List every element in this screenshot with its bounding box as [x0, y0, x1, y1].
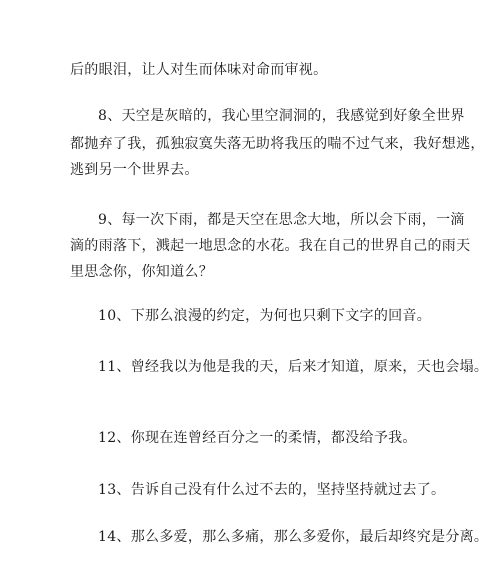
paragraph-7-line-1: 后的眼泪，让人对生而体味对命而审视。 [70, 62, 328, 78]
paragraph-8-line-3: 逃到另一个世界去。 [70, 162, 199, 178]
paragraph-8-line-1: 8、天空是灰暗的，我心里空洞洞的，我感觉到好象全世界 [98, 108, 465, 124]
paragraph-12-line-1: 12、你现在连曾经百分之一的柔情，都没给予我。 [98, 430, 417, 446]
paragraph-9-line-2: 滴的雨落下，溅起一地思念的水花。我在自己的世界自己的雨天 [70, 238, 471, 254]
paragraph-9-line-1: 9、每一次下雨，都是天空在思念大地，所以会下雨，一滴 [98, 212, 465, 228]
paragraph-14-line-1: 14、那么多爱，那么多痛，那么多爱你，最后却终究是分离。 [98, 529, 489, 545]
paragraph-13-line-1: 13、告诉自己没有什么过不去的，坚持坚持就过去了。 [98, 482, 446, 498]
paragraph-10-line-1: 10、下那么浪漫的约定，为何也只剩下文字的回音。 [98, 308, 432, 324]
paragraph-9-line-3: 里思念你，你知道么？ [70, 264, 213, 280]
paragraph-8-line-2: 都抛弃了我，孤独寂寞失落无助将我压的喘不过气来，我好想逃， [70, 136, 485, 152]
paragraph-11-line-1: 11、曾经我以为他是我的天，后来才知道，原来，天也会塌。 [98, 359, 489, 375]
